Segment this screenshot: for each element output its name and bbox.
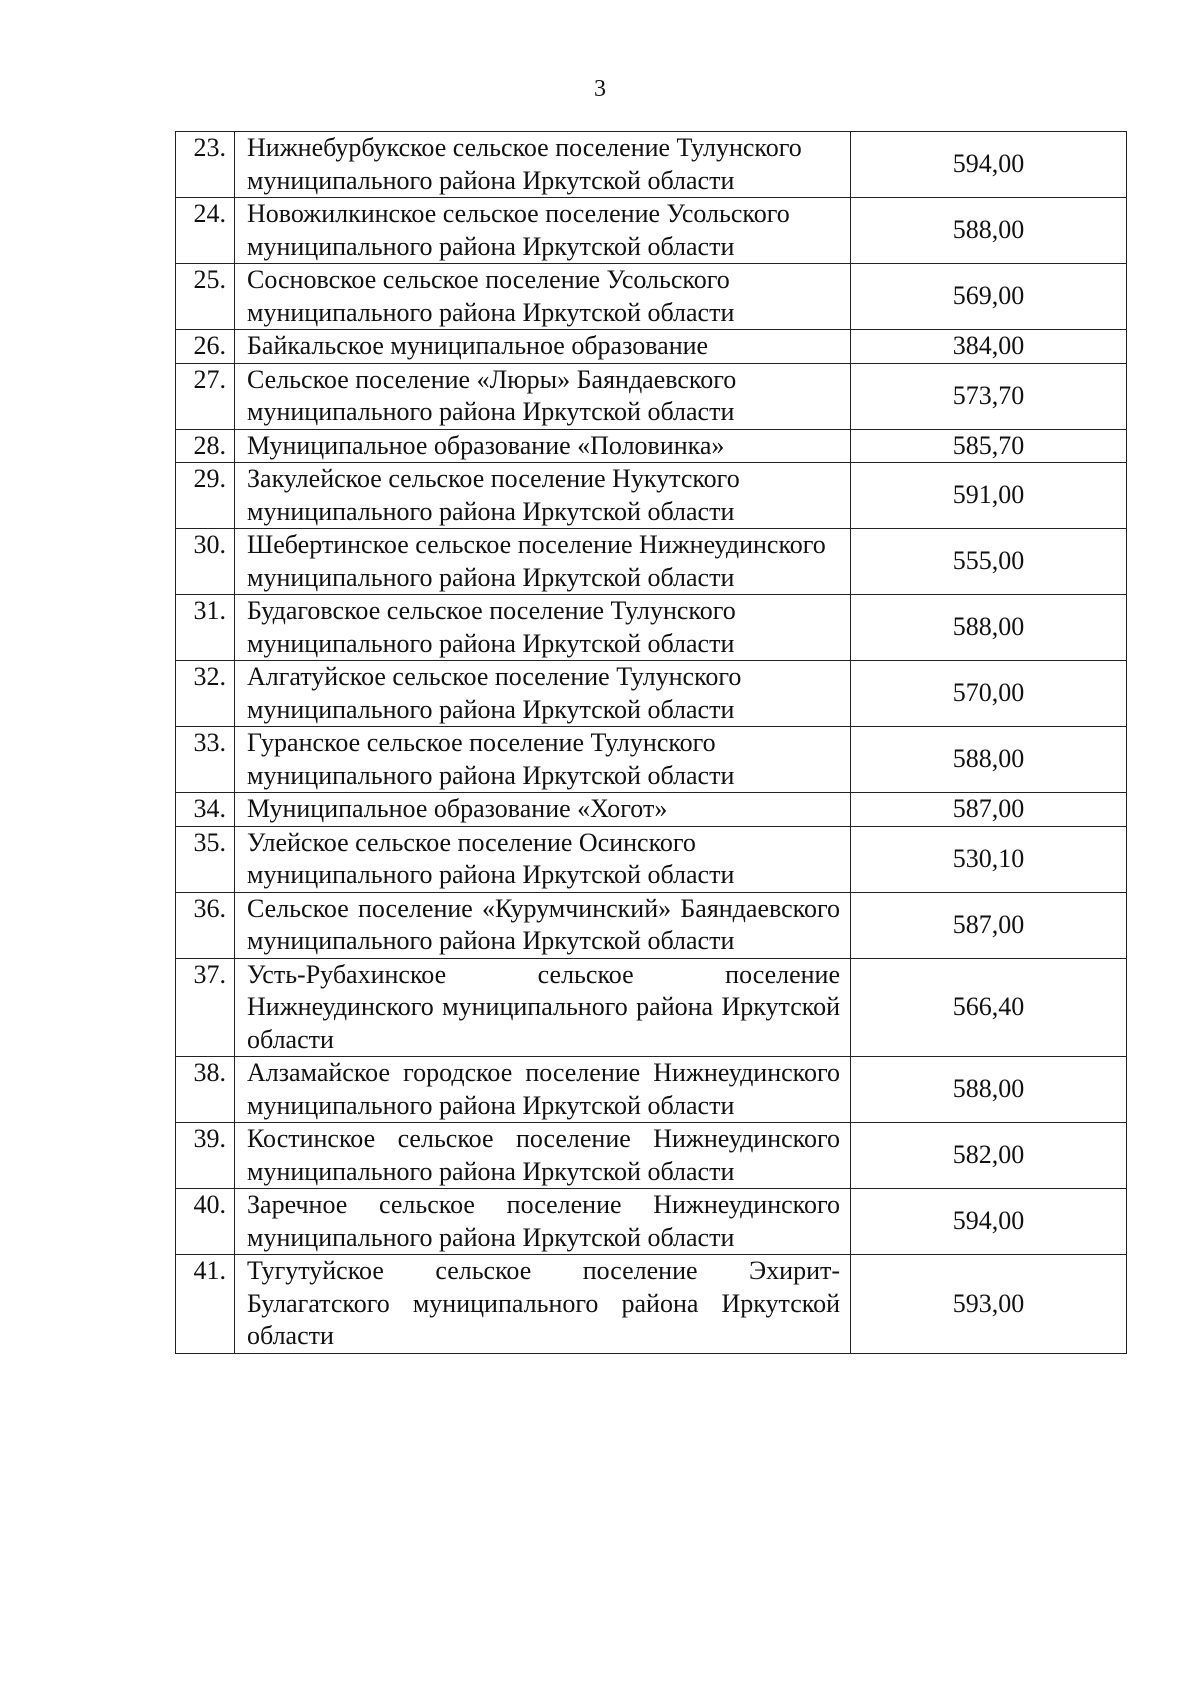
table-row xyxy=(176,363,1127,429)
table-row xyxy=(176,661,1127,727)
settlement-value: 573,70 xyxy=(851,363,1127,429)
settlement-name: Шебертинское сельское поселение Нижнеудинского муниципального района Иркутской области xyxy=(235,529,851,595)
table-row xyxy=(176,826,1127,892)
table-row xyxy=(176,330,1127,364)
settlement-name: Гуранское сельское поселение Тулунского муниципального района Иркутской области xyxy=(235,727,851,793)
settlement-value: 594,00 xyxy=(851,132,1127,198)
settlement-value: 588,00 xyxy=(851,1057,1127,1123)
table-row xyxy=(176,892,1127,958)
row-number: 30. xyxy=(176,529,235,595)
table-row xyxy=(176,727,1127,793)
settlement-value: 587,00 xyxy=(851,892,1127,958)
settlement-value: 582,00 xyxy=(851,1123,1127,1189)
row-number: 37. xyxy=(176,958,235,1057)
table-row xyxy=(176,1057,1127,1123)
row-number: 31. xyxy=(176,595,235,661)
settlement-name: Сельское поселение «Курумчинский» Баяндаевского муниципального района Иркутской области xyxy=(235,892,851,958)
settlement-value: 570,00 xyxy=(851,661,1127,727)
settlement-name: Будаговское сельское поселение Тулунского муниципального района Иркутской области xyxy=(235,595,851,661)
settlement-value: 585,70 xyxy=(851,429,1127,463)
table-row xyxy=(176,529,1127,595)
table-row xyxy=(176,463,1127,529)
row-number: 28. xyxy=(176,429,235,463)
table-row xyxy=(176,958,1127,1057)
row-number: 36. xyxy=(176,892,235,958)
settlement-name: Сосновское сельское поселение Усольского муниципального района Иркутской области xyxy=(235,264,851,330)
row-number: 38. xyxy=(176,1057,235,1123)
settlement-name: Костинское сельское поселение Нижнеудинского муниципального района Иркутской области xyxy=(235,1123,851,1189)
settlement-value: 384,00 xyxy=(851,330,1127,364)
row-number: 23. xyxy=(176,132,235,198)
settlement-name: Закулейское сельское поселение Нукутского муниципального района Иркутской области xyxy=(235,463,851,529)
row-number: 34. xyxy=(176,793,235,827)
page-number: 3 xyxy=(594,76,606,102)
row-number: 29. xyxy=(176,463,235,529)
row-number: 39. xyxy=(176,1123,235,1189)
settlement-value: 569,00 xyxy=(851,264,1127,330)
settlement-value: 591,00 xyxy=(851,463,1127,529)
settlement-value: 555,00 xyxy=(851,529,1127,595)
settlement-name: Заречное сельское поселение Нижнеудинского муниципального района Иркутской области xyxy=(235,1189,851,1255)
row-number: 33. xyxy=(176,727,235,793)
row-number: 27. xyxy=(176,363,235,429)
table-body xyxy=(176,132,1127,1354)
row-number: 40. xyxy=(176,1189,235,1255)
settlement-value: 593,00 xyxy=(851,1255,1127,1354)
settlement-name: Сельское поселение «Люры» Баяндаевского муниципального района Иркутской области xyxy=(235,363,851,429)
table-row xyxy=(176,1189,1127,1255)
row-number: 25. xyxy=(176,264,235,330)
row-number: 26. xyxy=(176,330,235,364)
row-number: 32. xyxy=(176,661,235,727)
settlement-name: Байкальское муниципальное образование xyxy=(235,330,851,364)
table-row xyxy=(176,264,1127,330)
settlement-value: 587,00 xyxy=(851,793,1127,827)
table-row xyxy=(176,1123,1127,1189)
settlement-name: Алзамайское городское поселение Нижнеудинского муниципального района Иркутской области xyxy=(235,1057,851,1123)
settlement-name: Алгатуйское сельское поселение Тулунского муниципального района Иркутской области xyxy=(235,661,851,727)
settlement-value: 594,00 xyxy=(851,1189,1127,1255)
settlements-table xyxy=(175,131,1127,1354)
settlement-name: Новожилкинское сельское поселение Усольского муниципального района Иркутской области xyxy=(235,198,851,264)
settlement-value: 566,40 xyxy=(851,958,1127,1057)
settlement-value: 588,00 xyxy=(851,727,1127,793)
table-row xyxy=(176,595,1127,661)
settlement-value: 588,00 xyxy=(851,595,1127,661)
settlement-name: Улейское сельское поселение Осинского муниципального района Иркутской области xyxy=(235,826,851,892)
settlement-value: 530,10 xyxy=(851,826,1127,892)
row-number: 35. xyxy=(176,826,235,892)
table-row xyxy=(176,198,1127,264)
settlement-name: Тугутуйское сельское поселение Эхирит-Булагатского муниципального района Иркутской области xyxy=(235,1255,851,1354)
settlement-value: 588,00 xyxy=(851,198,1127,264)
row-number: 24. xyxy=(176,198,235,264)
settlement-name: Нижнебурбукское сельское поселение Тулунского муниципального района Иркутской области xyxy=(235,132,851,198)
settlement-name: Усть-Рубахинское сельское поселение Нижнеудинского муниципального района Иркутской области xyxy=(235,958,851,1057)
table-row xyxy=(176,793,1127,827)
row-number: 41. xyxy=(176,1255,235,1354)
settlement-name: Муниципальное образование «Хогот» xyxy=(235,793,851,827)
table-row xyxy=(176,1255,1127,1354)
settlement-name: Муниципальное образование «Половинка» xyxy=(235,429,851,463)
table-row xyxy=(176,429,1127,463)
table-row xyxy=(176,132,1127,198)
